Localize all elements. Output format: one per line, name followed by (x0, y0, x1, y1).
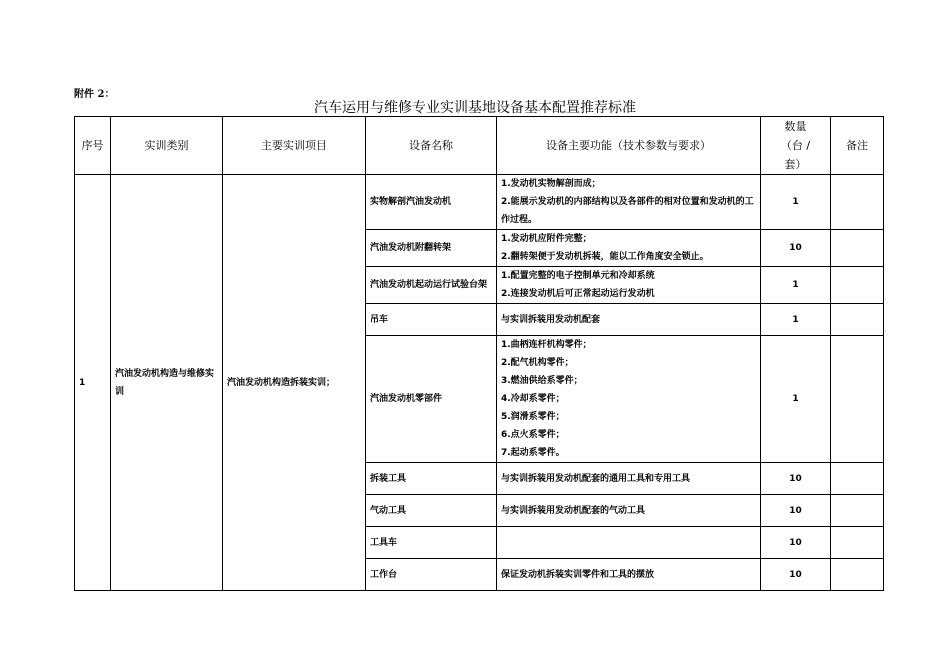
group-category: 汽油发动机构造与维修实训 (111, 175, 223, 591)
header-row (75, 117, 884, 175)
function-line: 2.配气机构零件； (501, 358, 574, 368)
header-qty (761, 117, 831, 175)
header-remark: 备注 (831, 117, 884, 175)
equipment-name: 工具车 (366, 527, 497, 559)
function-line: 5.润滑系零件； (501, 412, 565, 422)
function-line: 与实训拆装用发动机配套的气动工具 (501, 505, 646, 516)
qty-cell: 1 (761, 175, 831, 230)
function-line: 1.曲柄连杆机构零件； (501, 340, 592, 350)
function-line: 2.能展示发动机的内部结构以及各部件的相对位置和发动机的工作过程。 (501, 197, 754, 225)
equipment-name: 工作台 (366, 559, 497, 591)
header-qty-line1: 数量 (784, 120, 807, 133)
group-project: 汽油发动机构造拆装实训； (223, 175, 366, 591)
function-cell (497, 175, 761, 230)
function-line: 6.点火系零件； (501, 430, 565, 440)
qty-cell: 1 (761, 267, 831, 304)
page-title: 汽车运用与维修专业实训基地设备基本配置推荐标准 (314, 100, 636, 116)
equipment-name: 汽油发动机起动运行试验台架 (366, 267, 497, 304)
remark-cell (831, 495, 884, 527)
equipment-name: 汽油发动机附翻转架 (366, 230, 497, 267)
header-project: 主要实训项目 (223, 117, 366, 175)
function-cell (497, 495, 761, 527)
qty-cell: 10 (761, 463, 831, 495)
group-seq: 1 (75, 175, 111, 591)
remark-cell (831, 304, 884, 336)
function-line: 1.配置完整的电子控制单元和冷却系统 (501, 271, 655, 281)
equipment-table (74, 116, 884, 591)
function-line: 2.连接发动机后可正常起动运行发动机 (501, 289, 655, 299)
function-line: 1.发动机实物解剖而成； (501, 179, 601, 189)
annex-label: 附件 2： (74, 89, 115, 100)
function-line: 2.翻转架便于发动机拆装，能以工作角度安全锁止。 (501, 252, 709, 262)
equipment-name: 拆装工具 (366, 463, 497, 495)
function-cell (497, 527, 761, 559)
equipment-name: 实物解剖汽油发动机 (366, 175, 497, 230)
remark-cell (831, 527, 884, 559)
function-cell (497, 336, 761, 463)
header-qty-line2: （台 / (780, 139, 811, 152)
function-line: 与实训拆装用发动机配套 (501, 314, 601, 325)
function-cell (497, 267, 761, 304)
header-qty-line3: 套） (784, 158, 807, 171)
function-line: 7.起动系零件。 (501, 448, 565, 458)
remark-cell (831, 267, 884, 304)
remark-cell (831, 463, 884, 495)
header-category: 实训类别 (111, 117, 223, 175)
equipment-name: 气动工具 (366, 495, 497, 527)
remark-cell (831, 559, 884, 591)
function-cell (497, 230, 761, 267)
table-body (75, 175, 884, 591)
qty-cell: 1 (761, 304, 831, 336)
function-line: 1.发动机应附件完整； (501, 234, 592, 244)
function-line: 4.冷却系零件； (501, 394, 565, 404)
function-cell (497, 463, 761, 495)
function-cell (497, 559, 761, 591)
qty-cell: 10 (761, 230, 831, 267)
qty-cell: 1 (761, 336, 831, 463)
qty-cell: 10 (761, 527, 831, 559)
remark-cell (831, 175, 884, 230)
function-line: 保证发动机拆装实训零件和工具的摆放 (501, 569, 655, 580)
equipment-name: 汽油发动机零部件 (366, 336, 497, 463)
function-line: 与实训拆装用发动机配套的通用工具和专用工具 (501, 473, 691, 484)
equipment-name: 吊车 (366, 304, 497, 336)
header-equipment: 设备名称 (366, 117, 497, 175)
table-row (75, 175, 884, 230)
qty-cell: 10 (761, 495, 831, 527)
remark-cell (831, 230, 884, 267)
header-seq: 序号 (75, 117, 111, 175)
remark-cell (831, 336, 884, 463)
qty-cell: 10 (761, 559, 831, 591)
header-function: 设备主要功能（技术参数与要求） (497, 117, 761, 175)
function-line: 3.燃油供给系零件； (501, 376, 583, 386)
function-cell (497, 304, 761, 336)
